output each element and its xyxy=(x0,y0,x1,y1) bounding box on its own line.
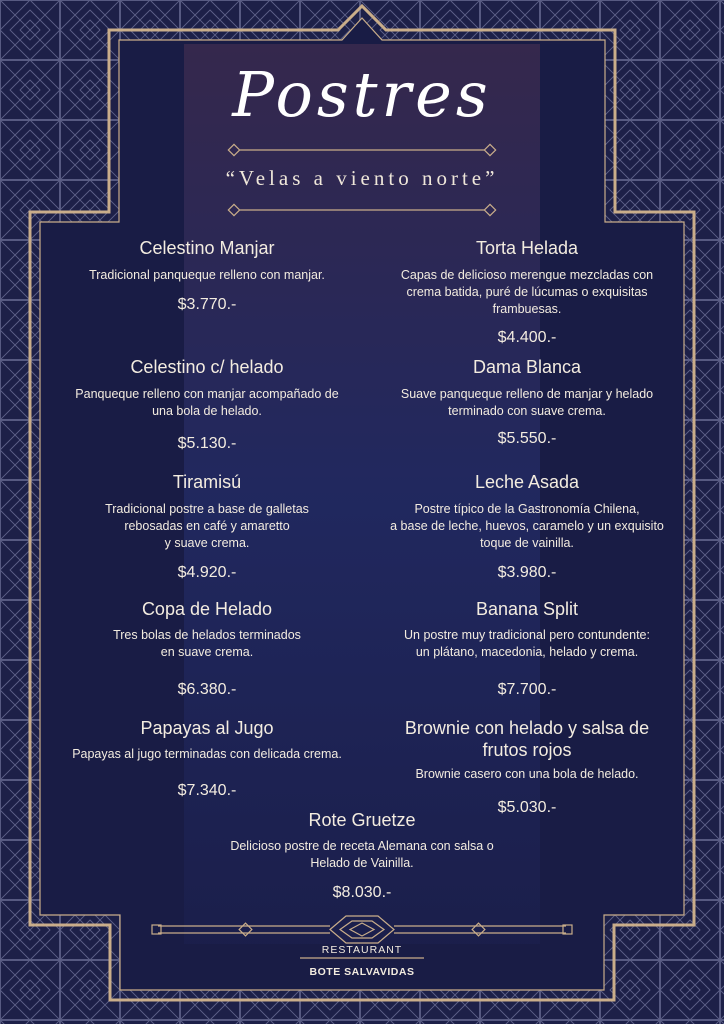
item-price: $5.550.- xyxy=(497,430,557,447)
item-price: $5.030.- xyxy=(497,799,557,816)
item-name: frutos rojos xyxy=(482,740,572,760)
item-description: una bola de helado. xyxy=(152,404,262,418)
item-description: Tres bolas de helados terminados xyxy=(113,628,301,642)
item-description: Papayas al jugo terminadas con delicada crema. xyxy=(72,747,342,761)
item-price: $3.770.- xyxy=(177,296,237,313)
item-description: Panqueque relleno con manjar acompañado de xyxy=(75,387,339,401)
item-name: Dama Blanca xyxy=(472,357,582,377)
item-description: Suave panqueque relleno de manjar y helado xyxy=(400,387,654,401)
item-name: Leche Asada xyxy=(474,472,580,492)
item-description: toque de vainilla. xyxy=(480,536,574,550)
item-description: Delicioso postre de receta Alemana con salsa o xyxy=(230,839,494,853)
item-description: frambuesas. xyxy=(492,302,562,316)
item-name: Papayas al Jugo xyxy=(140,718,274,738)
item-description: terminado con suave crema. xyxy=(448,404,606,418)
restaurant-label: RESTAURANT xyxy=(321,944,403,956)
menu-title: Postres xyxy=(232,58,492,131)
item-description: Capas de delicioso merengue mezcladas con xyxy=(400,268,654,282)
item-description: Un postre muy tradicional pero contundente: xyxy=(404,628,650,642)
item-name: Copa de Helado xyxy=(141,599,273,619)
item-description: Brownie casero con una bola de helado. xyxy=(415,767,639,781)
menu-subtitle: “Velas a viento norte” xyxy=(225,166,499,190)
item-price: $7.700.- xyxy=(497,681,557,698)
item-price: $8.030.- xyxy=(332,884,392,901)
item-name: Rote Gruetze xyxy=(308,810,416,830)
item-price: $5.130.- xyxy=(177,435,237,452)
restaurant-name: BOTE SALVAVIDAS xyxy=(309,966,415,978)
item-description: crema batida, puré de lúcumas o exquisitas xyxy=(406,285,648,299)
item-description: Tradicional postre a base de galletas xyxy=(105,502,309,516)
item-description: Postre típico de la Gastronomía Chilena, xyxy=(414,502,640,516)
item-name: Banana Split xyxy=(475,599,579,619)
item-description: y suave crema. xyxy=(164,536,250,550)
item-price: $3.980.- xyxy=(497,564,557,581)
item-description: Helado de Vainilla. xyxy=(310,856,414,870)
item-price: $4.920.- xyxy=(177,564,237,581)
item-price: $7.340.- xyxy=(177,782,237,799)
item-description: en suave crema. xyxy=(160,645,254,659)
item-description: Tradicional panqueque relleno con manjar. xyxy=(89,268,325,282)
item-name: Tiramisú xyxy=(172,472,242,492)
item-description: rebosadas en café y amaretto xyxy=(124,519,290,533)
item-name: Brownie con helado y salsa de xyxy=(404,718,650,738)
item-price: $6.380.- xyxy=(177,681,237,698)
item-name: Celestino Manjar xyxy=(139,238,275,258)
item-name: Celestino c/ helado xyxy=(130,357,284,377)
item-description: a base de leche, huevos, caramelo y un exquisito xyxy=(390,519,664,533)
item-price: $4.400.- xyxy=(497,329,557,346)
item-description: un plátano, macedonia, helado y crema. xyxy=(415,645,639,659)
item-name: Torta Helada xyxy=(475,238,579,258)
